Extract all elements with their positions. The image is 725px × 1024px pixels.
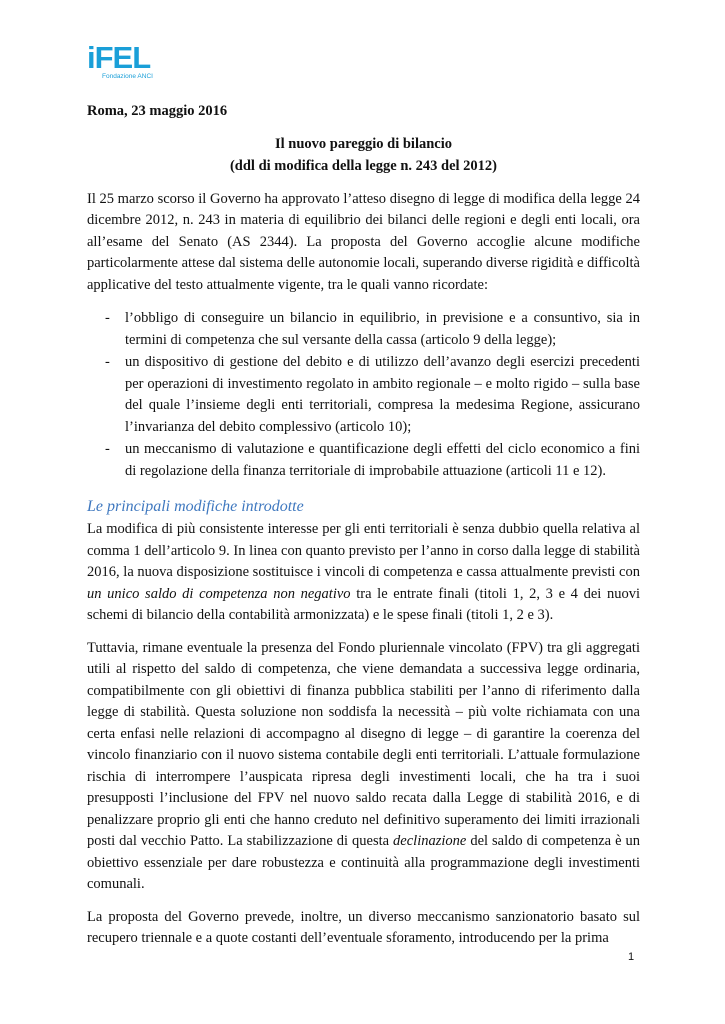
intro-paragraph: Il 25 marzo scorso il Governo ha approvato l’atteso disegno di legge di modifica della legge 24 dicembre 2012, n. 243 in materia di equilibrio dei bilanci delle regioni e degli enti locali, ora all’esame del Senato (AS 2344). La proposta del Governo accoglie alcune modifiche particolarmente attese dal sistema delle autonomie locali, superando diverse rigidità e difficoltà applicative del testo attualmente vigente, tra le quali vanno ricordate: bbox=[87, 190, 640, 293]
paragraph-2 bbox=[87, 519, 640, 627]
ifel-logo bbox=[87, 40, 153, 84]
bullet-text: l’obbligo di conseguire un bilancio in equilibrio, in previsione e a consuntivo, sia in termini di competenza che sul versante della cassa (articolo 9 della legge); bbox=[125, 310, 640, 348]
bullet-list bbox=[87, 308, 640, 482]
bullet-item bbox=[87, 308, 640, 351]
bullet-dash: - bbox=[105, 310, 110, 326]
bullet-item bbox=[87, 439, 640, 482]
document-date: Roma, 23 maggio 2016 bbox=[87, 103, 228, 119]
paragraph-2-text-b: tra le entrate finali (titoli 1, 2, 3 e 4 dei nuovi schemi di bilancio della contabilità armonizzata) e le spese finali (titoli 1, 2 e 3). bbox=[87, 585, 640, 623]
paragraph-2-emphasis: un unico saldo di competenza non negativo bbox=[87, 585, 351, 602]
paragraph-2-text-a: La modifica di più consistente interesse per gli enti territoriali è senza dubbio quella relativa al comma 1 dell’articolo 9. In linea con quanto previsto per l’anno in corso dalla legge di stabilità 2016, la nuova disposizione sostituisce i vincoli di competenza e cassa attualmente previsti con bbox=[87, 521, 640, 580]
paragraph-3 bbox=[87, 638, 640, 896]
bullet-item bbox=[87, 352, 640, 438]
bullet-dash: - bbox=[105, 354, 110, 370]
paragraph-3-emphasis: declinazione bbox=[393, 833, 467, 849]
document-title bbox=[87, 133, 640, 177]
title-line-2: (ddl di modifica della legge n. 243 del 2012) bbox=[229, 157, 498, 174]
bullet-text: un meccanismo di valutazione e quantificazione degli effetti del ciclo economico a fini di regolazione della finanza territoriale di improbabile attuazione (articoli 11 e 12). bbox=[125, 441, 640, 479]
title-line-1: Il nuovo pareggio di bilancio bbox=[275, 135, 452, 152]
logo-subtitle: Fondazione ANCI bbox=[102, 73, 153, 80]
paragraph-3-text-a: Tuttavia, rimane eventuale la presenza del Fondo pluriennale vincolato (FPV) tra gli aggregati utili al rispetto del saldo di competenza, che viene demandata a successiva legge ordinaria, compatibilmente con gli obiettivi di finanza pubblica stabiliti per l’anno di riferimento dalla legge di stabilità. Questa soluzione non soddisfa la necessità – più volte richiamata con una certa enfasi nelle relazioni di accompagno al disegno di legge – di garantire la coerenza del vincolo finanziario con il nuovo sistema contabile degli enti territoriali. L’attuale formulazione rischia di interrompere l’auspicata ripresa degli investimenti locali, che ha tra i suoi presupposti l’inclusione del FPV nel nuovo saldo recata dalla Legge di stabilità 2016, e di penalizzare proprio gli enti che hanno creduto nel definitivo superamento dei limiti irrazionali posti dal vecchio Patto. La stabilizzazione di questa bbox=[87, 639, 640, 849]
paragraph-4: La proposta del Governo prevede, inoltre, un diverso meccanismo sanzionatorio basato sul recupero triennale e a quote costanti dell’eventuale sforamento, introducendo per la prima bbox=[87, 908, 640, 946]
document-body bbox=[87, 101, 640, 950]
logo-wordmark: iFEL bbox=[87, 40, 151, 75]
paragraph-3-text-b: del saldo di competenza è un obiettivo essenziale per dare robustezza e continuità alla programmazione degli investimenti comunali. bbox=[87, 833, 640, 892]
bullet-dash: - bbox=[105, 441, 110, 457]
section-heading: Le principali modifiche introdotte bbox=[87, 498, 304, 515]
bullet-text: un dispositivo di gestione del debito e di utilizzo dell’avanzo degli esercizi precedenti per operazioni di investimento regolato in ambito regionale – e molto rigido – sulla base del quale l’insieme degli enti territoriali, compresa la medesima Regione, assicurano l’invarianza del debito complessivo (articolo 10); bbox=[125, 354, 640, 435]
page-number: 1 bbox=[628, 951, 635, 963]
